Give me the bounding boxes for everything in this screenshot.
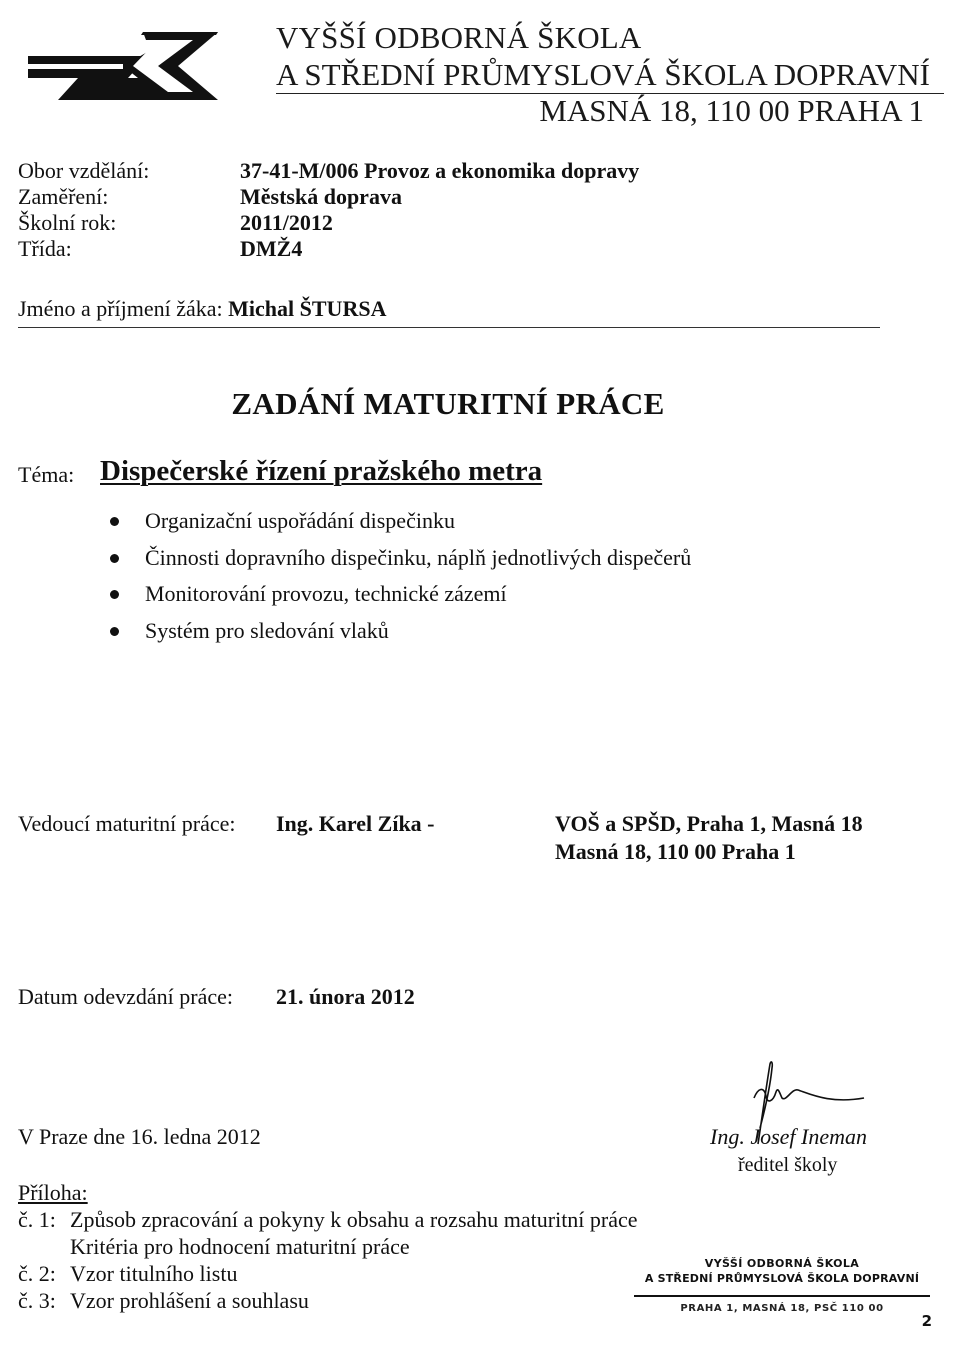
stamp-line2: A STŘEDNÍ PRŮMYSLOVÁ ŠKOLA DOPRAVNÍ (644, 1272, 920, 1285)
student-divider (18, 327, 880, 328)
list-item: Systém pro sledování vlaků (108, 613, 691, 650)
stamp-line3: PRAHA 1, MASNÁ 18, PSČ 110 00 (680, 1303, 884, 1314)
list-item: Činnosti dopravního dispečinku, náplň jednotlivých dispečerů (108, 540, 691, 577)
attachment-text: Kritéria pro hodnocení maturitní práce (70, 1234, 410, 1259)
student-label: Jméno a příjmení žáka: (18, 296, 223, 321)
due-date-value: 21. února 2012 (276, 984, 415, 1009)
list-item: Monitorování provozu, technické zázemí (108, 576, 691, 613)
director-name: Ing. Josef Ineman (710, 1124, 868, 1149)
place-date: V Praze dne 16. ledna 2012 (18, 1124, 261, 1149)
supervisor-institution-line1: VOŠ a SPŠD, Praha 1, Masná 18 (555, 811, 863, 836)
supervisor-name: Ing. Karel Zíka - (276, 811, 435, 836)
attachment-text: Vzor titulního listu (70, 1261, 238, 1286)
list-item (18, 1207, 638, 1233)
year-value: 2011/2012 (240, 210, 333, 235)
stamp-divider (634, 1295, 930, 1297)
focus-label: Zaměření: (18, 184, 109, 209)
attachment-number: č. 1: (18, 1207, 56, 1232)
student-row (18, 296, 386, 322)
school-name-line1: VYŠŠÍ ODBORNÁ ŠKOLA (276, 20, 642, 55)
topic-value: Dispečerské řízení pražského metra (100, 455, 543, 487)
school-chevron-logo-icon (18, 26, 228, 106)
list-item (18, 1288, 309, 1314)
focus-value: Městská doprava (240, 184, 402, 209)
page-number: 2 (921, 1312, 932, 1330)
list-item (18, 1234, 410, 1260)
student-name: Michal ŠTURSA (228, 296, 387, 321)
class-label: Třída: (18, 236, 72, 261)
list-item (18, 1261, 237, 1287)
school-name-line2: A STŘEDNÍ PRŮMYSLOVÁ ŠKOLA DOPRAVNÍ (276, 57, 930, 92)
school-stamp (632, 1255, 932, 1325)
topic-points-list (108, 503, 691, 649)
year-label: Školní rok: (18, 210, 117, 235)
director-role: ředitel školy (738, 1154, 838, 1176)
attachment-text: Způsob zpracování a pokyny k obsahu a rozsahu maturitní práce (70, 1207, 638, 1232)
school-address: MASNÁ 18, 110 00 PRAHA 1 (539, 93, 924, 128)
list-item: Organizační uspořádání dispečinku (108, 503, 691, 540)
supervisor-label: Vedoucí maturitní práce: (18, 811, 236, 836)
topic-label: Téma: (18, 462, 75, 487)
stamp-line1: VYŠŠÍ ODBORNÁ ŠKOLA (704, 1257, 860, 1270)
due-date-label: Datum odevzdání práce: (18, 984, 234, 1009)
attachment-number: č. 3: (18, 1288, 56, 1313)
attachments-heading: Příloha: (18, 1180, 88, 1205)
class-value: DMŽ4 (240, 236, 303, 261)
attachment-number: č. 2: (18, 1261, 56, 1286)
field-label: Obor vzdělání: (18, 158, 150, 183)
supervisor-institution-line2: Masná 18, 110 00 Praha 1 (555, 839, 796, 864)
field-value: 37-41-M/006 Provoz a ekonomika dopravy (240, 158, 640, 183)
page-title: ZADÁNÍ MATURITNÍ PRÁCE (231, 386, 665, 421)
attachment-text: Vzor prohlášení a souhlasu (70, 1288, 309, 1313)
